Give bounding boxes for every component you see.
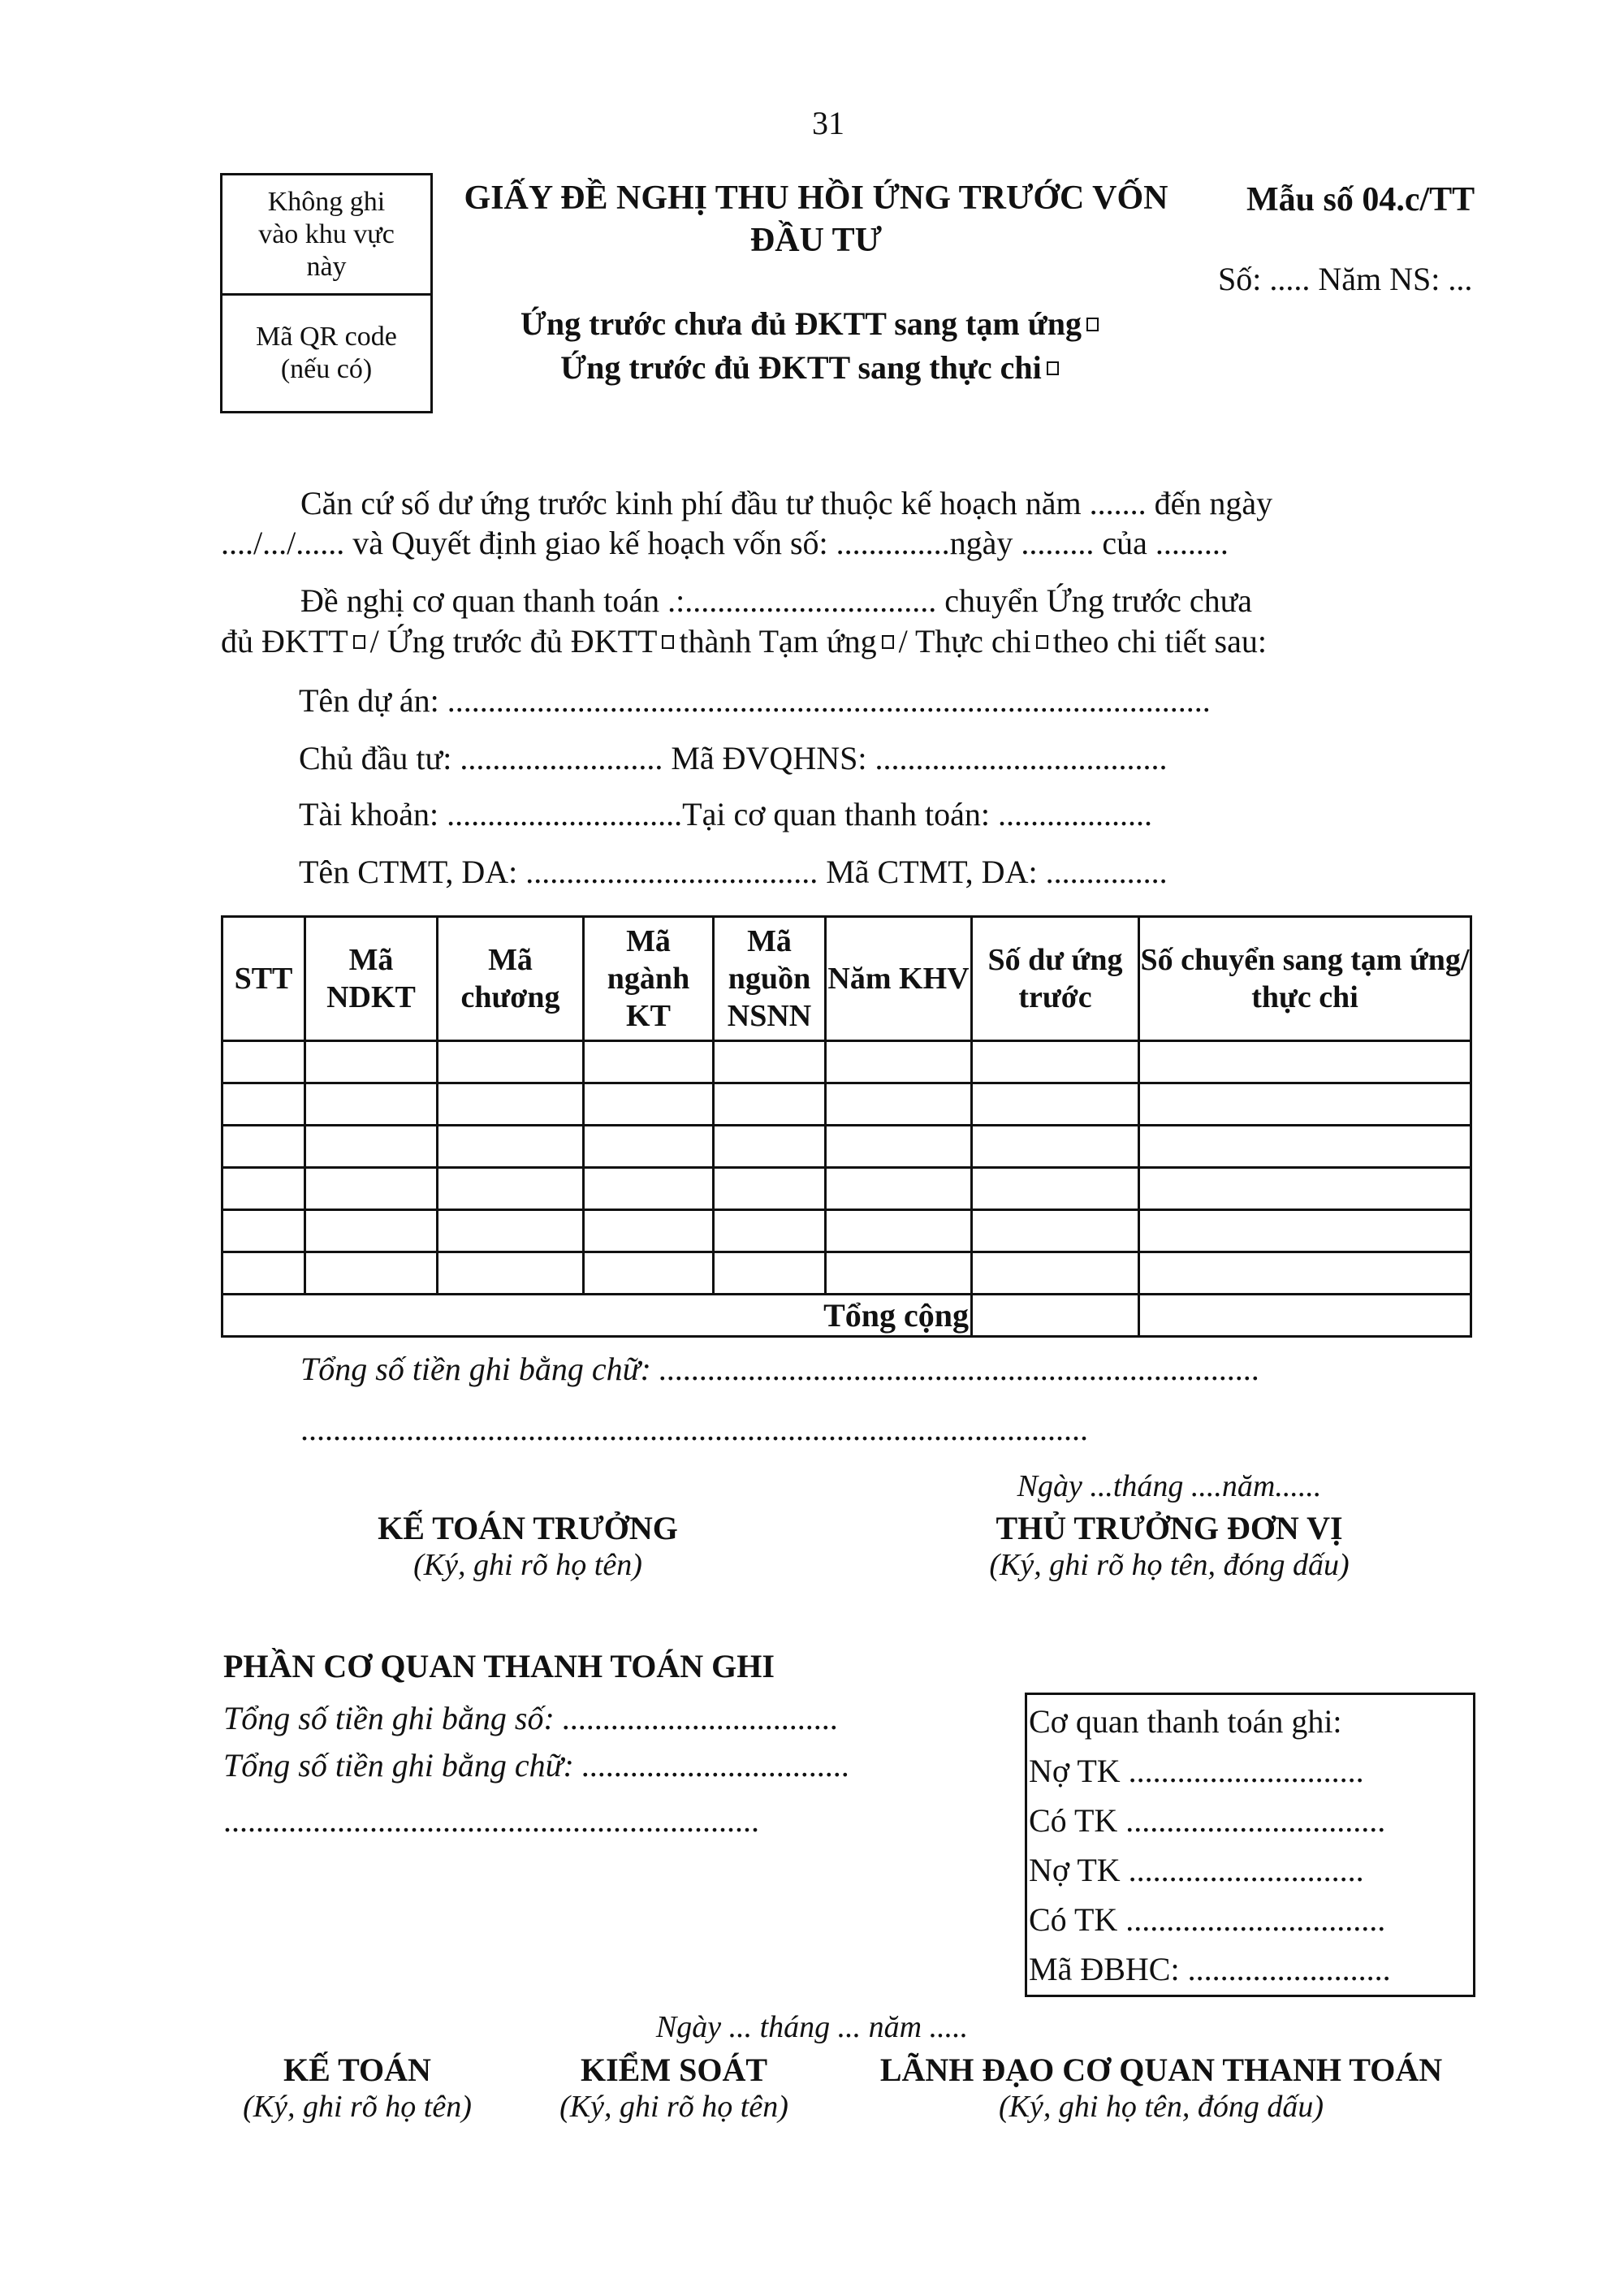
agency-leader-signature: LÃNH ĐẠO CƠ QUAN THANH TOÁN (Ký, ghi họ tên, đóng dấu)	[879, 2052, 1443, 2124]
table-row	[222, 1252, 1471, 1295]
table-cell[interactable]	[972, 1252, 1139, 1295]
credit-account-field[interactable]: Có TK ................................	[1029, 1802, 1386, 1839]
table-cell[interactable]	[222, 1126, 305, 1168]
table-cell[interactable]	[826, 1168, 972, 1210]
checkbox-icon[interactable]	[353, 635, 365, 649]
col-header: Số chuyển sang tạm ứng/ thực chi	[1139, 917, 1471, 1041]
table-header-row	[222, 917, 1471, 1041]
total-label: Tổng cộng	[222, 1295, 972, 1337]
investor-field[interactable]: Chủ đầu tư: ......................... Mã ĐVQHNS: ....................................	[299, 740, 1168, 776]
reserved-area-note: Không ghi vào khu vực này	[258, 186, 395, 282]
basis-line-2: ..../.../...... và Quyết định giao kế hoạch vốn số: ..............ngày ......... của .........	[221, 525, 1229, 561]
table-cell[interactable]	[714, 1041, 826, 1083]
table-cell[interactable]	[826, 1252, 972, 1295]
table-cell[interactable]	[826, 1041, 972, 1083]
table-row	[222, 1041, 1471, 1083]
document-number: Số: ..... Năm NS: ...	[1218, 261, 1473, 297]
table-cell[interactable]	[305, 1168, 438, 1210]
table-cell[interactable]	[826, 1126, 972, 1168]
table-cell[interactable]	[438, 1210, 584, 1252]
program-field[interactable]: Tên CTMT, DA: .................................... Mã CTMT, DA: ...............	[299, 854, 1168, 890]
table-cell[interactable]	[305, 1252, 438, 1295]
detail-table	[221, 915, 1472, 1338]
col-header: Mã NDKT	[305, 917, 438, 1041]
table-cell[interactable]	[972, 1210, 1139, 1252]
table-cell[interactable]	[222, 1041, 305, 1083]
reserved-area-box	[220, 173, 433, 413]
controller-signature: KIỂM SOÁT (Ký, ghi rõ họ tên)	[559, 2052, 788, 2124]
checkbox-icon[interactable]	[1036, 635, 1048, 649]
payment-date-line: Ngày ... tháng ... năm .....	[655, 2010, 969, 2044]
table-cell[interactable]	[972, 1083, 1139, 1126]
table-cell[interactable]	[714, 1126, 826, 1168]
col-header: Năm KHV	[826, 917, 972, 1041]
request-line-2: đủ ĐKTT / Ứng trước đủ ĐKTT thành Tạm ứng / Thực chi theo chi tiết sau:	[221, 623, 1267, 659]
request-line-1: Đề nghị cơ quan thanh toán .:............................... chuyển Ứng trước chưa	[300, 582, 1253, 619]
col-header: STT	[222, 917, 305, 1041]
table-cell[interactable]	[714, 1252, 826, 1295]
table-cell[interactable]	[1139, 1083, 1471, 1126]
table-cell[interactable]	[584, 1210, 714, 1252]
col-header: Mã chương	[438, 917, 584, 1041]
project-name-field[interactable]: Tên dự án: ..............................................................................................	[299, 682, 1211, 719]
table-cell[interactable]	[972, 1126, 1139, 1168]
table-cell[interactable]	[714, 1210, 826, 1252]
table-row	[222, 1168, 1471, 1210]
total-row	[222, 1295, 1471, 1337]
chief-accountant-signature: KẾ TOÁN TRƯỞNG (Ký, ghi rõ họ tên)	[378, 1510, 678, 1582]
table-cell[interactable]	[1139, 1252, 1471, 1295]
table-cell[interactable]	[584, 1083, 714, 1126]
checkbox-icon[interactable]	[1086, 318, 1099, 331]
amount-in-words-continuation[interactable]: .................................................................................................	[300, 1411, 1088, 1447]
table-row	[222, 1126, 1471, 1168]
table-cell[interactable]	[584, 1041, 714, 1083]
table-cell[interactable]	[584, 1252, 714, 1295]
table-cell[interactable]	[305, 1083, 438, 1126]
checkbox-icon[interactable]	[662, 635, 674, 649]
table-cell[interactable]	[438, 1041, 584, 1083]
col-header: Mã ngành KT	[584, 917, 714, 1041]
total-balance-cell[interactable]	[972, 1295, 1139, 1337]
table-cell[interactable]	[1139, 1168, 1471, 1210]
table-row	[222, 1210, 1471, 1252]
credit-account-field[interactable]: Có TK ................................	[1029, 1901, 1386, 1938]
table-cell[interactable]	[305, 1210, 438, 1252]
option-advance-to-actual[interactable]: Ứng trước đủ ĐKTT sang thực chi	[455, 346, 1169, 390]
table-cell[interactable]	[438, 1168, 584, 1210]
payment-section-heading: PHẦN CƠ QUAN THANH TOÁN GHI	[223, 1648, 775, 1684]
table-cell[interactable]	[305, 1041, 438, 1083]
table-cell[interactable]	[222, 1210, 305, 1252]
payment-box-title: Cơ quan thanh toán ghi:	[1029, 1703, 1342, 1740]
accountant-signature: KẾ TOÁN (Ký, ghi rõ họ tên)	[243, 2052, 472, 2124]
total-transfer-cell[interactable]	[1139, 1295, 1471, 1337]
table-cell[interactable]	[222, 1083, 305, 1126]
qr-code-area: Mã QR code (nếu có)	[222, 293, 430, 411]
debit-account-field[interactable]: Nợ TK .............................	[1029, 1753, 1364, 1789]
checkbox-icon[interactable]	[1047, 361, 1059, 375]
unit-date-line: Ngày ...tháng ....năm......	[1017, 1469, 1322, 1503]
table-cell[interactable]	[826, 1210, 972, 1252]
debit-account-field[interactable]: Nợ TK .............................	[1029, 1852, 1364, 1888]
table-cell[interactable]	[972, 1168, 1139, 1210]
table-cell[interactable]	[972, 1041, 1139, 1083]
table-cell[interactable]	[584, 1126, 714, 1168]
form-code: Mẫu số 04.c/TT	[1246, 181, 1475, 218]
table-cell[interactable]	[222, 1168, 305, 1210]
basis-line-1: Căn cứ số dư ứng trước kinh phí đầu tư thuộc kế hoạch năm ....... đến ngày	[300, 485, 1273, 521]
table-cell[interactable]	[222, 1252, 305, 1295]
amount-in-words-field[interactable]: Tổng số tiền ghi bằng chữ: ..........................................................................	[300, 1351, 1260, 1387]
account-field[interactable]: Tài khoản: .............................Tại cơ quan thanh toán: ...................	[299, 796, 1152, 832]
table-cell[interactable]	[438, 1252, 584, 1295]
option-advance-to-temporary[interactable]: Ứng trước chưa đủ ĐKTT sang tạm ứng	[455, 302, 1169, 346]
checkbox-icon[interactable]	[882, 635, 894, 649]
table-cell[interactable]	[826, 1083, 972, 1126]
table-cell[interactable]	[714, 1083, 826, 1126]
col-header: Mã nguồn NSNN	[714, 917, 826, 1041]
table-cell[interactable]	[1139, 1126, 1471, 1168]
document-title: GIẤY ĐỀ NGHỊ THU HỒI ỨNG TRƯỚC VỐN ĐẦU TƯ	[464, 179, 1168, 259]
col-header: Số dư ứng trước	[972, 917, 1139, 1041]
table-cell[interactable]	[438, 1083, 584, 1126]
table-cell[interactable]	[438, 1126, 584, 1168]
admin-unit-code-field[interactable]: Mã ĐBHC: .........................	[1029, 1951, 1391, 1987]
payment-agency-box	[1025, 1693, 1475, 1997]
advance-type-options	[455, 302, 1169, 390]
page-number: 31	[812, 105, 844, 141]
table-row	[222, 1083, 1471, 1126]
payment-amount-words-field[interactable]: Tổng số tiền ghi bằng chữ: .................................	[223, 1747, 850, 1784]
payment-amount-continuation[interactable]: ..................................................................	[223, 1802, 759, 1839]
table-cell[interactable]	[1139, 1210, 1471, 1252]
table-cell[interactable]	[1139, 1041, 1471, 1083]
unit-head-signature: THỦ TRƯỞNG ĐƠN VỊ (Ký, ghi rõ họ tên, đóng dấu)	[989, 1510, 1350, 1582]
table-cell[interactable]	[714, 1168, 826, 1210]
table-cell[interactable]	[305, 1126, 438, 1168]
payment-amount-number-field[interactable]: Tổng số tiền ghi bằng số: ..................................	[223, 1700, 839, 1736]
table-cell[interactable]	[584, 1168, 714, 1210]
